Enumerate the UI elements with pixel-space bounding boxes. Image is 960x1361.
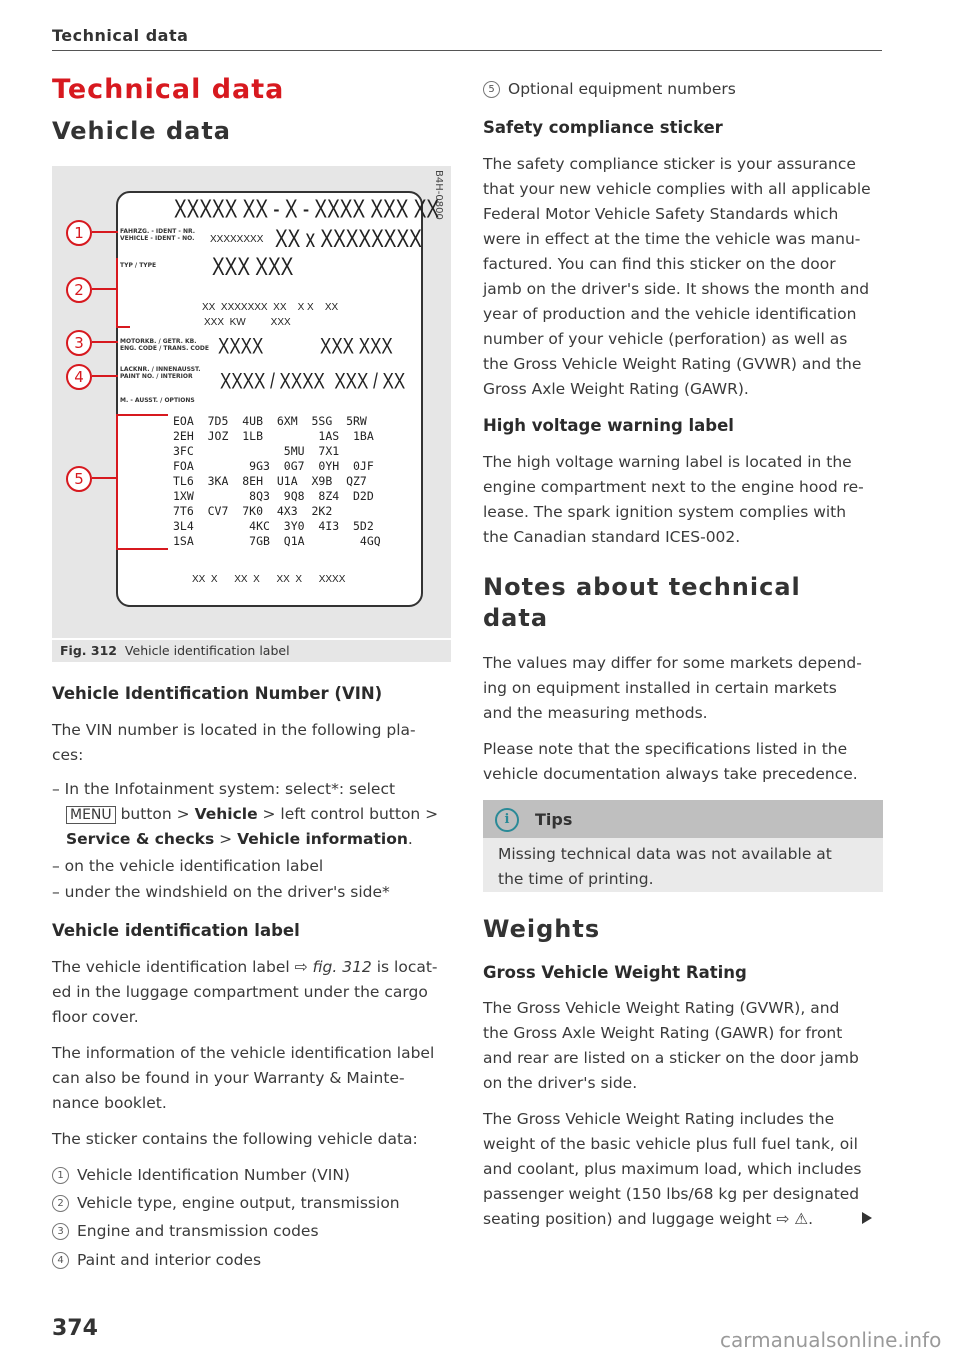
callout-bracket-2 [116,258,118,326]
tips-text: Missing technical data was not available at the time of printing. [498,845,832,888]
callout-line-1 [92,231,118,233]
vil-list-item-4: 4 Paint and interior codes [52,1248,261,1273]
gvwr-heading: Gross Vehicle Weight Rating [483,963,747,982]
callout-bracket-2-end [116,326,130,328]
label-row1-small: XXXXXXXX [210,234,264,245]
safety-compliance-heading: Safety compliance sticker [483,118,723,137]
callout-1: 1 [66,220,92,246]
label-row6-label: M. - AUSST. / OPTIONS [120,397,195,404]
callout-2: 2 [66,277,92,303]
vin-bullet-label: – on the vehicle identification label [52,857,324,875]
vin-bullet-windshield: – under the windshield on the driver's side* [52,883,390,901]
callout-bracket-5-top [116,414,168,416]
label-line1: XXXXX XX - X - XXXX XXX XX [174,196,440,225]
vil-paragraph-1: The vehicle identification label ⇨ fig. 312 is locat- ed in the luggage compartment under the cargo floor cover. [52,958,438,1026]
label-row1-labels: FAHRZG. - IDENT - NR. VEHICLE - IDENT - NO. [120,228,196,242]
label-options-grid: EOA 7D5 4UB 6XM 5SG 5RW 2EH JOZ 1LB 1AS 1BA 3FC 5MU 7X1 FOA 9G3 0G7 0YH 0JF TL6 3KA 8EH U1A X9B QZ7 1XW 8Q3 9Q8 8Z4 D2D 7T6 CV7 7K0 4X3 2K2 3L4 4KC 3Y0 4I3 5D2 1SA 7GB Q1A 4GQ [173,414,381,548]
callout-4: 4 [66,364,92,390]
vil-paragraph-2: The information of the vehicle identification label can also be found in your Warranty & Mainte- nance booklet. [52,1044,435,1112]
label-row4-big-right: XXX XXX [320,334,393,359]
label-row5-big: XXXX / XXXX XXX / XX [220,369,406,394]
vin-heading: Vehicle Identification Number (VIN) [52,684,383,703]
callout-3: 3 [66,330,92,356]
weights-heading: Weights [483,915,601,943]
label-row1-big: XX x XXXXXXXX [275,226,422,254]
vil-heading: Vehicle identification label [52,921,300,940]
label-row2-big: XXX XXX [212,254,294,282]
label-footer: XX X XX X XX X XXXX [192,574,346,585]
notes-paragraph-2: Please note that the specifications listed in the vehicle documentation always take precedence. [483,740,858,783]
safety-compliance-text: The safety compliance sticker is your assurance that your new vehicle complies with all applicable Federal Motor Vehicle Safety Standards which were in effect at the time the vehicle was manu- factured. You can find this sticker on the door jamb on the driver's side. It shows the month and year of production and the vehicle identification number of your vehicle (perforation) as well as the Gross Vehicle Weight Rating (GVWR) and the Gross Axle Weight Rating (GAWR). [483,155,871,398]
gvwr-paragraph-2: The Gross Vehicle Weight Rating includes the weight of the basic vehicle plus full fuel tank, oil and coolant, plus maximum load, which includes passenger weight (150 lbs/68 kg per designated seating position) and luggage weight ⇨ ⚠. [483,1110,862,1228]
tips-header [483,800,883,838]
info-icon: i [495,808,519,832]
callout-5: 5 [66,466,92,492]
tips-box [483,800,883,892]
label-row3b: XXX KW XXX [204,317,291,328]
menu-key: MENU [66,806,116,824]
label-row3a: XX XXXXXXX XX X X XX [202,302,339,313]
notes-paragraph-1: The values may differ for some markets depend- ing on equipment installed in certain markets and the measuring methods. [483,654,862,722]
callout-line-5 [92,477,118,479]
callout-line-2 [92,288,118,290]
vin-bullet-infotainment: – In the Infotainment system: select*: select MENU button > Vehicle > left control button > Service & checks > Vehicle information. [52,780,439,848]
notes-heading: Notes about technical data [483,573,801,632]
callout-bracket-5 [116,414,118,550]
watermark: carmanualsonline.info [720,1328,942,1352]
chapter-title: Technical data [52,74,285,105]
continue-arrow-icon [862,1212,872,1224]
running-header: Technical data [52,26,189,45]
label-row2-label: TYP / TYPE [120,262,157,269]
vil-list-item-1: 1 Vehicle Identification Number (VIN) [52,1163,350,1188]
vil-list-item-5: 5 Optional equipment numbers [483,77,736,102]
vil-list-item-2: 2 Vehicle type, engine output, transmission [52,1191,400,1216]
label-row5-labels: LACKNR. / INNENAUSST. PAINT NO. / INTERIOR [120,366,201,380]
label-row4-big-left: XXXX [218,334,264,359]
callout-bracket-5-bottom [116,548,168,550]
high-voltage-text: The high voltage warning label is located in the engine compartment next to the engine hood re- lease. The spark ignition system complies with the Canadian standard ICES-002. [483,453,864,546]
high-voltage-heading: High voltage warning label [483,416,734,435]
vil-list-item-3: 3 Engine and transmission codes [52,1219,319,1244]
figure-caption: Fig. 312 Vehicle identification label [52,640,451,662]
label-row4-labels: MOTORKB. / GETR. KB. ENG. CODE / TRANS. CODE [120,338,210,352]
page-number: 374 [52,1316,98,1341]
section-title-vehicle-data: Vehicle data [52,117,231,145]
header-rule [52,50,882,51]
gvwr-paragraph-1: The Gross Vehicle Weight Rating (GVWR), and the Gross Axle Weight Rating (GAWR) for front and rear are listed on a sticker on the door jamb on the driver's side. [483,999,859,1092]
figure-code: B4H-0800 [433,170,444,220]
tips-label: Tips [535,810,573,829]
callout-line-3 [92,341,118,343]
vin-intro: The VIN number is located in the following pla- ces: [52,721,416,764]
callout-line-4 [92,375,118,377]
vil-paragraph-3: The sticker contains the following vehicle data: [52,1130,418,1148]
